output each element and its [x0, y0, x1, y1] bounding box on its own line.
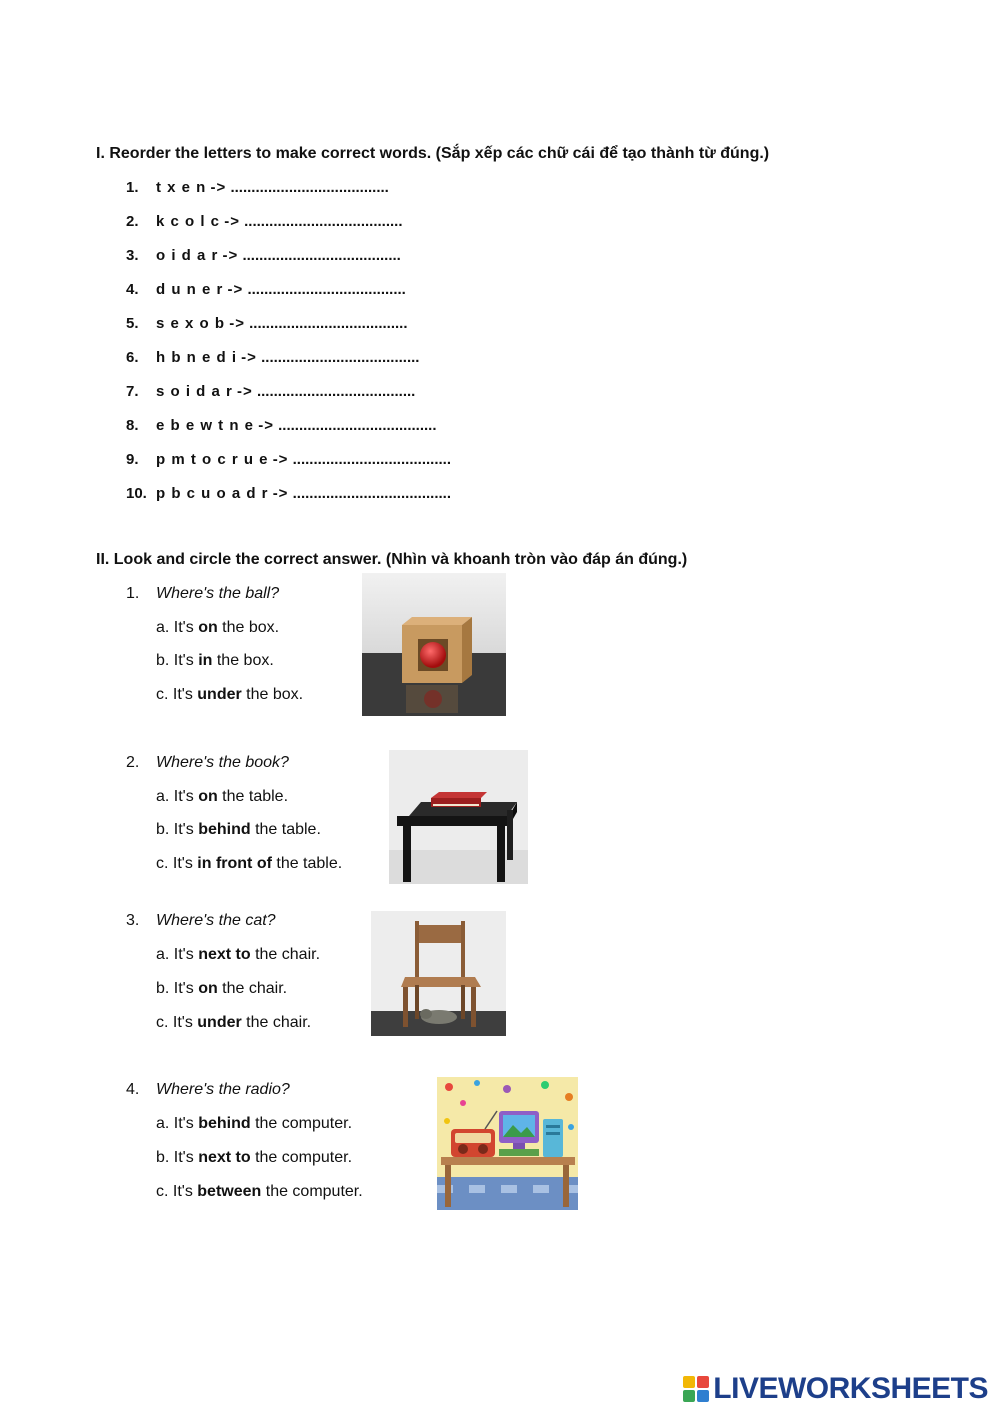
option-2a[interactable]: a. It's on the table. — [156, 788, 289, 805]
reorder-item-7: 7. s o i d a r -> ...................................... — [126, 383, 416, 400]
logo-square-icon — [697, 1376, 709, 1388]
ball-in-box-image — [362, 573, 506, 716]
radio-computer-image — [437, 1077, 578, 1210]
option-2b[interactable]: b. It's behind the table. — [156, 821, 321, 838]
answer-blank[interactable]: ...................................... — [278, 417, 437, 434]
option-2c[interactable]: c. It's in front of the table. — [156, 855, 343, 872]
reorder-item-1: 1. t x e n -> ...................................... — [126, 179, 389, 196]
question-1: 1. Where's the ball? — [126, 585, 280, 602]
option-3b[interactable]: b. It's on the chair. — [156, 980, 288, 997]
answer-blank[interactable]: ...................................... — [249, 315, 408, 332]
answer-blank[interactable]: ...................................... — [230, 179, 389, 196]
reorder-item-5: 5. s e x o b -> ...................................... — [126, 315, 408, 332]
reorder-item-3: 3. o i d a r -> ...................................... — [126, 247, 401, 264]
liveworksheets-logo — [683, 1372, 988, 1406]
answer-blank[interactable]: ...................................... — [261, 349, 420, 366]
option-1c[interactable]: c. It's under the box. — [156, 686, 304, 703]
answer-blank[interactable]: ...................................... — [247, 281, 406, 298]
option-4a[interactable]: a. It's behind the computer. — [156, 1115, 353, 1132]
answer-blank[interactable]: ...................................... — [244, 213, 403, 230]
option-3a[interactable]: a. It's next to the chair. — [156, 946, 321, 963]
option-1a[interactable]: a. It's on the box. — [156, 619, 280, 636]
reorder-item-2: 2. k c o l c -> ...................................... — [126, 213, 403, 230]
section-2-title: II. Look and circle the correct answer. (Nhìn và khoanh tròn vào đáp án đúng.) — [96, 551, 688, 568]
section-1-title: I. Reorder the letters to make correct words. (Sắp xếp các chữ cái để tạo thành từ đúng.) — [96, 145, 770, 162]
option-3c[interactable]: c. It's under the chair. — [156, 1014, 312, 1031]
book-on-table-image — [389, 750, 528, 884]
option-1b[interactable]: b. It's in the box. — [156, 652, 274, 669]
reorder-item-9: 9. p m t o c r u e -> ...................................... — [126, 451, 451, 468]
question-3: 3. Where's the cat? — [126, 912, 276, 929]
question-2: 2. Where's the book? — [126, 754, 289, 771]
answer-blank[interactable]: ...................................... — [256, 383, 416, 400]
answer-blank[interactable]: ...................................... — [292, 451, 451, 468]
cat-under-chair-image — [371, 911, 506, 1036]
logo-square-icon — [683, 1390, 695, 1402]
reorder-item-6: 6. h b n e d i -> ...................................... — [126, 349, 420, 366]
option-4b[interactable]: b. It's next to the computer. — [156, 1149, 353, 1166]
question-4: 4. Where's the radio? — [126, 1081, 290, 1098]
reorder-item-8: 8. e b e w t n e -> ...................................... — [126, 417, 437, 434]
answer-blank[interactable]: ...................................... — [292, 485, 451, 502]
logo-text: LIVEWORKSHEETS — [713, 1372, 988, 1405]
answer-blank[interactable]: ...................................... — [242, 247, 401, 264]
logo-square-icon — [697, 1390, 709, 1402]
reorder-item-4: 4. d u n e r -> ...................................... — [126, 281, 406, 298]
option-4c[interactable]: c. It's between the computer. — [156, 1183, 363, 1200]
logo-square-icon — [683, 1376, 695, 1388]
logo-mark-icon — [683, 1376, 709, 1402]
reorder-item-10: 10. p b c u o a d r -> ...................................... — [126, 485, 451, 502]
